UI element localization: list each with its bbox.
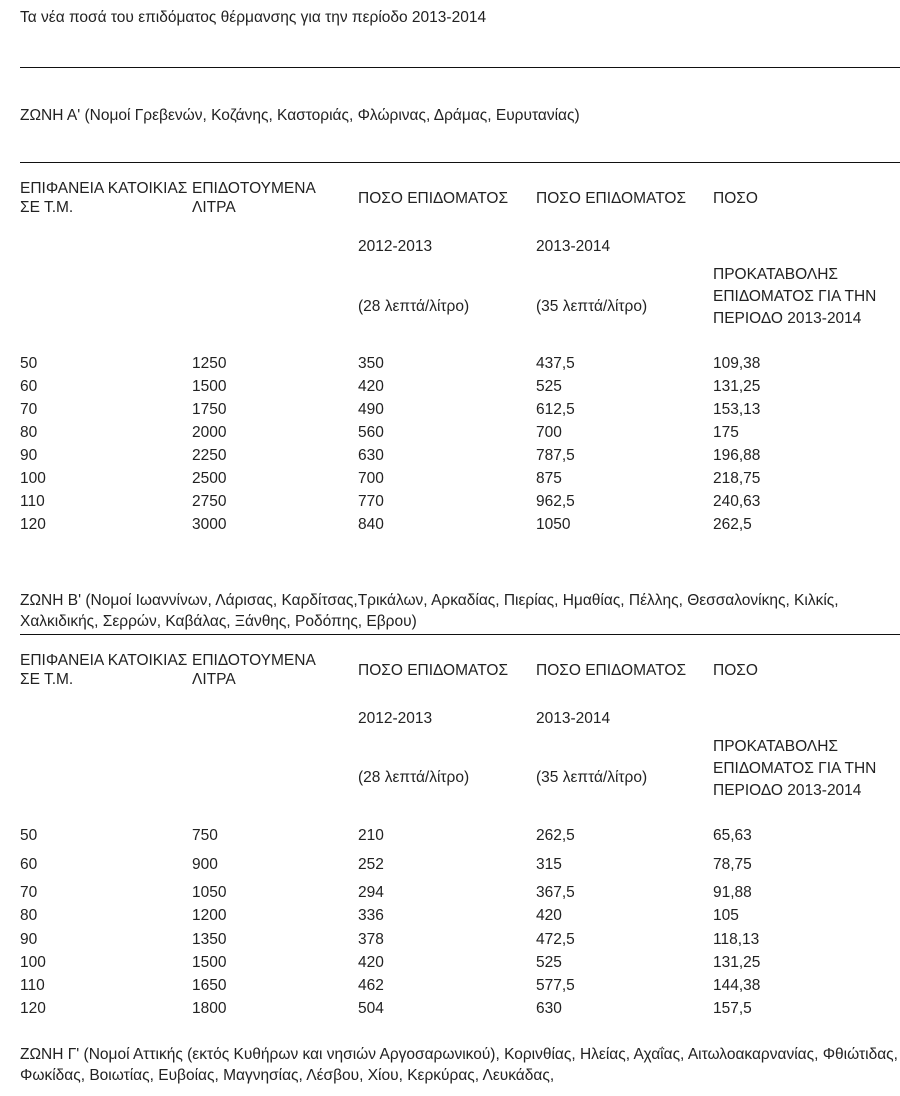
cell-amount-2013: 472,5 bbox=[536, 931, 575, 948]
table-row bbox=[0, 447, 900, 469]
cell-advance: 240,63 bbox=[713, 493, 761, 510]
cell-liters: 1500 bbox=[192, 954, 227, 971]
cell-area: 90 bbox=[20, 447, 38, 464]
table-row bbox=[0, 907, 900, 929]
divider bbox=[20, 67, 900, 68]
cell-area: 80 bbox=[20, 424, 38, 441]
header-advance-desc: ΠΡΟΚΑΤΑΒΟΛΗΣ ΕΠΙΔΟΜΑΤΟΣ ΓΙΑ ΤΗΝ ΠΕΡΙΟΔΟ 2013-2014 bbox=[713, 738, 877, 799]
cell-amount-2013: 525 bbox=[536, 378, 562, 395]
header-liters: ΕΠΙΔΟΤΟΥΜΕΝΑ ΛΙΤΡΑ bbox=[192, 180, 315, 216]
header-area: ΕΠΙΦΑΝΕΙΑ ΚΑΤΟΙΚΙΑΣ ΣΕ Τ.Μ. bbox=[20, 180, 188, 216]
cell-advance: 131,25 bbox=[713, 954, 761, 971]
header-rate-2012: (28 λεπτά/λίτρο) bbox=[358, 298, 470, 315]
cell-area: 60 bbox=[20, 856, 38, 873]
cell-amount-2013: 525 bbox=[536, 954, 562, 971]
cell-liters: 1050 bbox=[192, 884, 227, 901]
cell-liters: 1750 bbox=[192, 401, 227, 418]
table-row bbox=[0, 424, 900, 446]
cell-liters: 1500 bbox=[192, 378, 227, 395]
cell-amount-2013: 700 bbox=[536, 424, 562, 441]
cell-advance: 153,13 bbox=[713, 401, 761, 418]
table-row bbox=[0, 1000, 900, 1022]
cell-advance: 262,5 bbox=[713, 516, 752, 533]
cell-advance: 109,38 bbox=[713, 355, 761, 372]
table-row bbox=[0, 378, 900, 400]
cell-liters: 2000 bbox=[192, 424, 227, 441]
table-row bbox=[0, 954, 900, 976]
page-title: Τα νέα ποσά του επιδόματος θέρμανσης για την περίοδο 2013-2014 bbox=[20, 9, 487, 26]
cell-amount-2012: 630 bbox=[358, 447, 384, 464]
cell-advance: 131,25 bbox=[713, 378, 761, 395]
cell-amount-2012: 294 bbox=[358, 884, 384, 901]
header-rate-2013: (35 λεπτά/λίτρο) bbox=[536, 769, 648, 786]
zone-c-label: ΖΩΝΗ Γ' (Νομοί Αττικής (εκτός Κυθήρων και νησιών Αργοσαρωνικού), Κορινθίας, Ηλείας, Αχαΐας, Αιτωλοακαρνανίας, Φθιώτιδας, Φωκίδας, Βοιωτίας, Ευβοίας, Μαγνησίας, Λέσβου, Χίου, Κερκύρας, Λευκάδας, bbox=[20, 1046, 898, 1084]
cell-amount-2013: 262,5 bbox=[536, 827, 575, 844]
table-row bbox=[0, 827, 900, 849]
cell-liters: 1350 bbox=[192, 931, 227, 948]
cell-amount-2012: 420 bbox=[358, 378, 384, 395]
cell-area: 120 bbox=[20, 516, 46, 533]
cell-liters: 2250 bbox=[192, 447, 227, 464]
table-row bbox=[0, 884, 900, 906]
cell-advance: 78,75 bbox=[713, 856, 752, 873]
cell-liters: 1650 bbox=[192, 977, 227, 994]
cell-amount-2012: 700 bbox=[358, 470, 384, 487]
header-period-2012: 2012-2013 bbox=[358, 238, 433, 255]
cell-advance: 175 bbox=[713, 424, 739, 441]
cell-area: 120 bbox=[20, 1000, 46, 1017]
table-row bbox=[0, 493, 900, 515]
table-row bbox=[0, 470, 900, 492]
zone-a-label: ΖΩΝΗ Α' (Νομοί Γρεβενών, Κοζάνης, Καστοριάς, Φλώρινας, Δράμας, Ευρυτανίας) bbox=[20, 107, 580, 124]
cell-amount-2012: 504 bbox=[358, 1000, 384, 1017]
cell-amount-2012: 840 bbox=[358, 516, 384, 533]
header-amount-2013: ΠΟΣΟ ΕΠΙΔΟΜΑΤΟΣ bbox=[536, 662, 687, 679]
header-period-2013: 2013-2014 bbox=[536, 710, 611, 727]
cell-area: 110 bbox=[20, 977, 45, 994]
zone-b-label: ΖΩΝΗ Β' (Νομοί Ιωαννίνων, Λάρισας, Καρδίτσας,Τρικάλων, Αρκαδίας, Πιερίας, Ημαθίας, Πέλλης, Θεσσαλονίκης, Κιλκίς, Χαλκιδικής, Σερρών, Καβάλας, Ξάνθης, Ροδόπης, Εβρου) bbox=[20, 592, 839, 630]
cell-amount-2012: 378 bbox=[358, 931, 384, 948]
cell-advance: 218,75 bbox=[713, 470, 761, 487]
cell-amount-2013: 612,5 bbox=[536, 401, 575, 418]
cell-amount-2012: 210 bbox=[358, 827, 384, 844]
cell-liters: 900 bbox=[192, 856, 218, 873]
table-row bbox=[0, 856, 900, 878]
divider bbox=[20, 634, 900, 635]
cell-liters: 1250 bbox=[192, 355, 227, 372]
cell-area: 100 bbox=[20, 470, 46, 487]
cell-advance: 196,88 bbox=[713, 447, 761, 464]
header-amount-2013: ΠΟΣΟ ΕΠΙΔΟΜΑΤΟΣ bbox=[536, 190, 687, 207]
cell-area: 110 bbox=[20, 493, 45, 510]
cell-amount-2012: 462 bbox=[358, 977, 384, 994]
cell-advance: 91,88 bbox=[713, 884, 752, 901]
cell-amount-2013: 367,5 bbox=[536, 884, 575, 901]
header-liters: ΕΠΙΔΟΤΟΥΜΕΝΑ ΛΙΤΡΑ bbox=[192, 652, 315, 688]
cell-liters: 2750 bbox=[192, 493, 227, 510]
header-rate-2012: (28 λεπτά/λίτρο) bbox=[358, 769, 470, 786]
cell-area: 70 bbox=[20, 401, 38, 418]
cell-amount-2012: 420 bbox=[358, 954, 384, 971]
header-rate-2013: (35 λεπτά/λίτρο) bbox=[536, 298, 648, 315]
cell-amount-2013: 1050 bbox=[536, 516, 571, 533]
cell-amount-2013: 420 bbox=[536, 907, 562, 924]
cell-amount-2013: 577,5 bbox=[536, 977, 575, 994]
table-row bbox=[0, 516, 900, 538]
header-amount-2012: ΠΟΣΟ ΕΠΙΔΟΜΑΤΟΣ bbox=[358, 190, 509, 207]
header-advance-desc: ΠΡΟΚΑΤΑΒΟΛΗΣ ΕΠΙΔΟΜΑΤΟΣ ΓΙΑ ΤΗΝ ΠΕΡΙΟΔΟ 2013-2014 bbox=[713, 266, 877, 327]
cell-liters: 3000 bbox=[192, 516, 227, 533]
table-row bbox=[0, 401, 900, 423]
cell-liters: 1800 bbox=[192, 1000, 227, 1017]
cell-amount-2013: 315 bbox=[536, 856, 562, 873]
cell-amount-2012: 770 bbox=[358, 493, 384, 510]
cell-amount-2013: 630 bbox=[536, 1000, 562, 1017]
cell-liters: 2500 bbox=[192, 470, 227, 487]
divider bbox=[20, 162, 900, 163]
cell-amount-2013: 787,5 bbox=[536, 447, 575, 464]
cell-liters: 1200 bbox=[192, 907, 227, 924]
header-advance: ΠΟΣΟ bbox=[713, 662, 758, 679]
cell-area: 90 bbox=[20, 931, 38, 948]
cell-amount-2012: 490 bbox=[358, 401, 384, 418]
header-area: ΕΠΙΦΑΝΕΙΑ ΚΑΤΟΙΚΙΑΣ ΣΕ Τ.Μ. bbox=[20, 652, 188, 688]
header-advance: ΠΟΣΟ bbox=[713, 190, 758, 207]
cell-area: 70 bbox=[20, 884, 38, 901]
cell-advance: 157,5 bbox=[713, 1000, 752, 1017]
cell-area: 80 bbox=[20, 907, 38, 924]
cell-advance: 144,38 bbox=[713, 977, 761, 994]
table-row bbox=[0, 355, 900, 377]
cell-advance: 105 bbox=[713, 907, 739, 924]
table-row bbox=[0, 977, 900, 999]
cell-amount-2012: 560 bbox=[358, 424, 384, 441]
cell-advance: 65,63 bbox=[713, 827, 752, 844]
header-period-2012: 2012-2013 bbox=[358, 710, 433, 727]
cell-amount-2012: 336 bbox=[358, 907, 384, 924]
header-period-2013: 2013-2014 bbox=[536, 238, 611, 255]
cell-amount-2013: 962,5 bbox=[536, 493, 575, 510]
cell-amount-2013: 875 bbox=[536, 470, 562, 487]
cell-amount-2012: 252 bbox=[358, 856, 384, 873]
cell-area: 100 bbox=[20, 954, 46, 971]
table-row bbox=[0, 931, 900, 953]
header-amount-2012: ΠΟΣΟ ΕΠΙΔΟΜΑΤΟΣ bbox=[358, 662, 509, 679]
cell-liters: 750 bbox=[192, 827, 218, 844]
cell-area: 50 bbox=[20, 827, 38, 844]
cell-amount-2013: 437,5 bbox=[536, 355, 575, 372]
cell-advance: 118,13 bbox=[713, 931, 760, 948]
cell-amount-2012: 350 bbox=[358, 355, 384, 372]
cell-area: 60 bbox=[20, 378, 38, 395]
cell-area: 50 bbox=[20, 355, 38, 372]
